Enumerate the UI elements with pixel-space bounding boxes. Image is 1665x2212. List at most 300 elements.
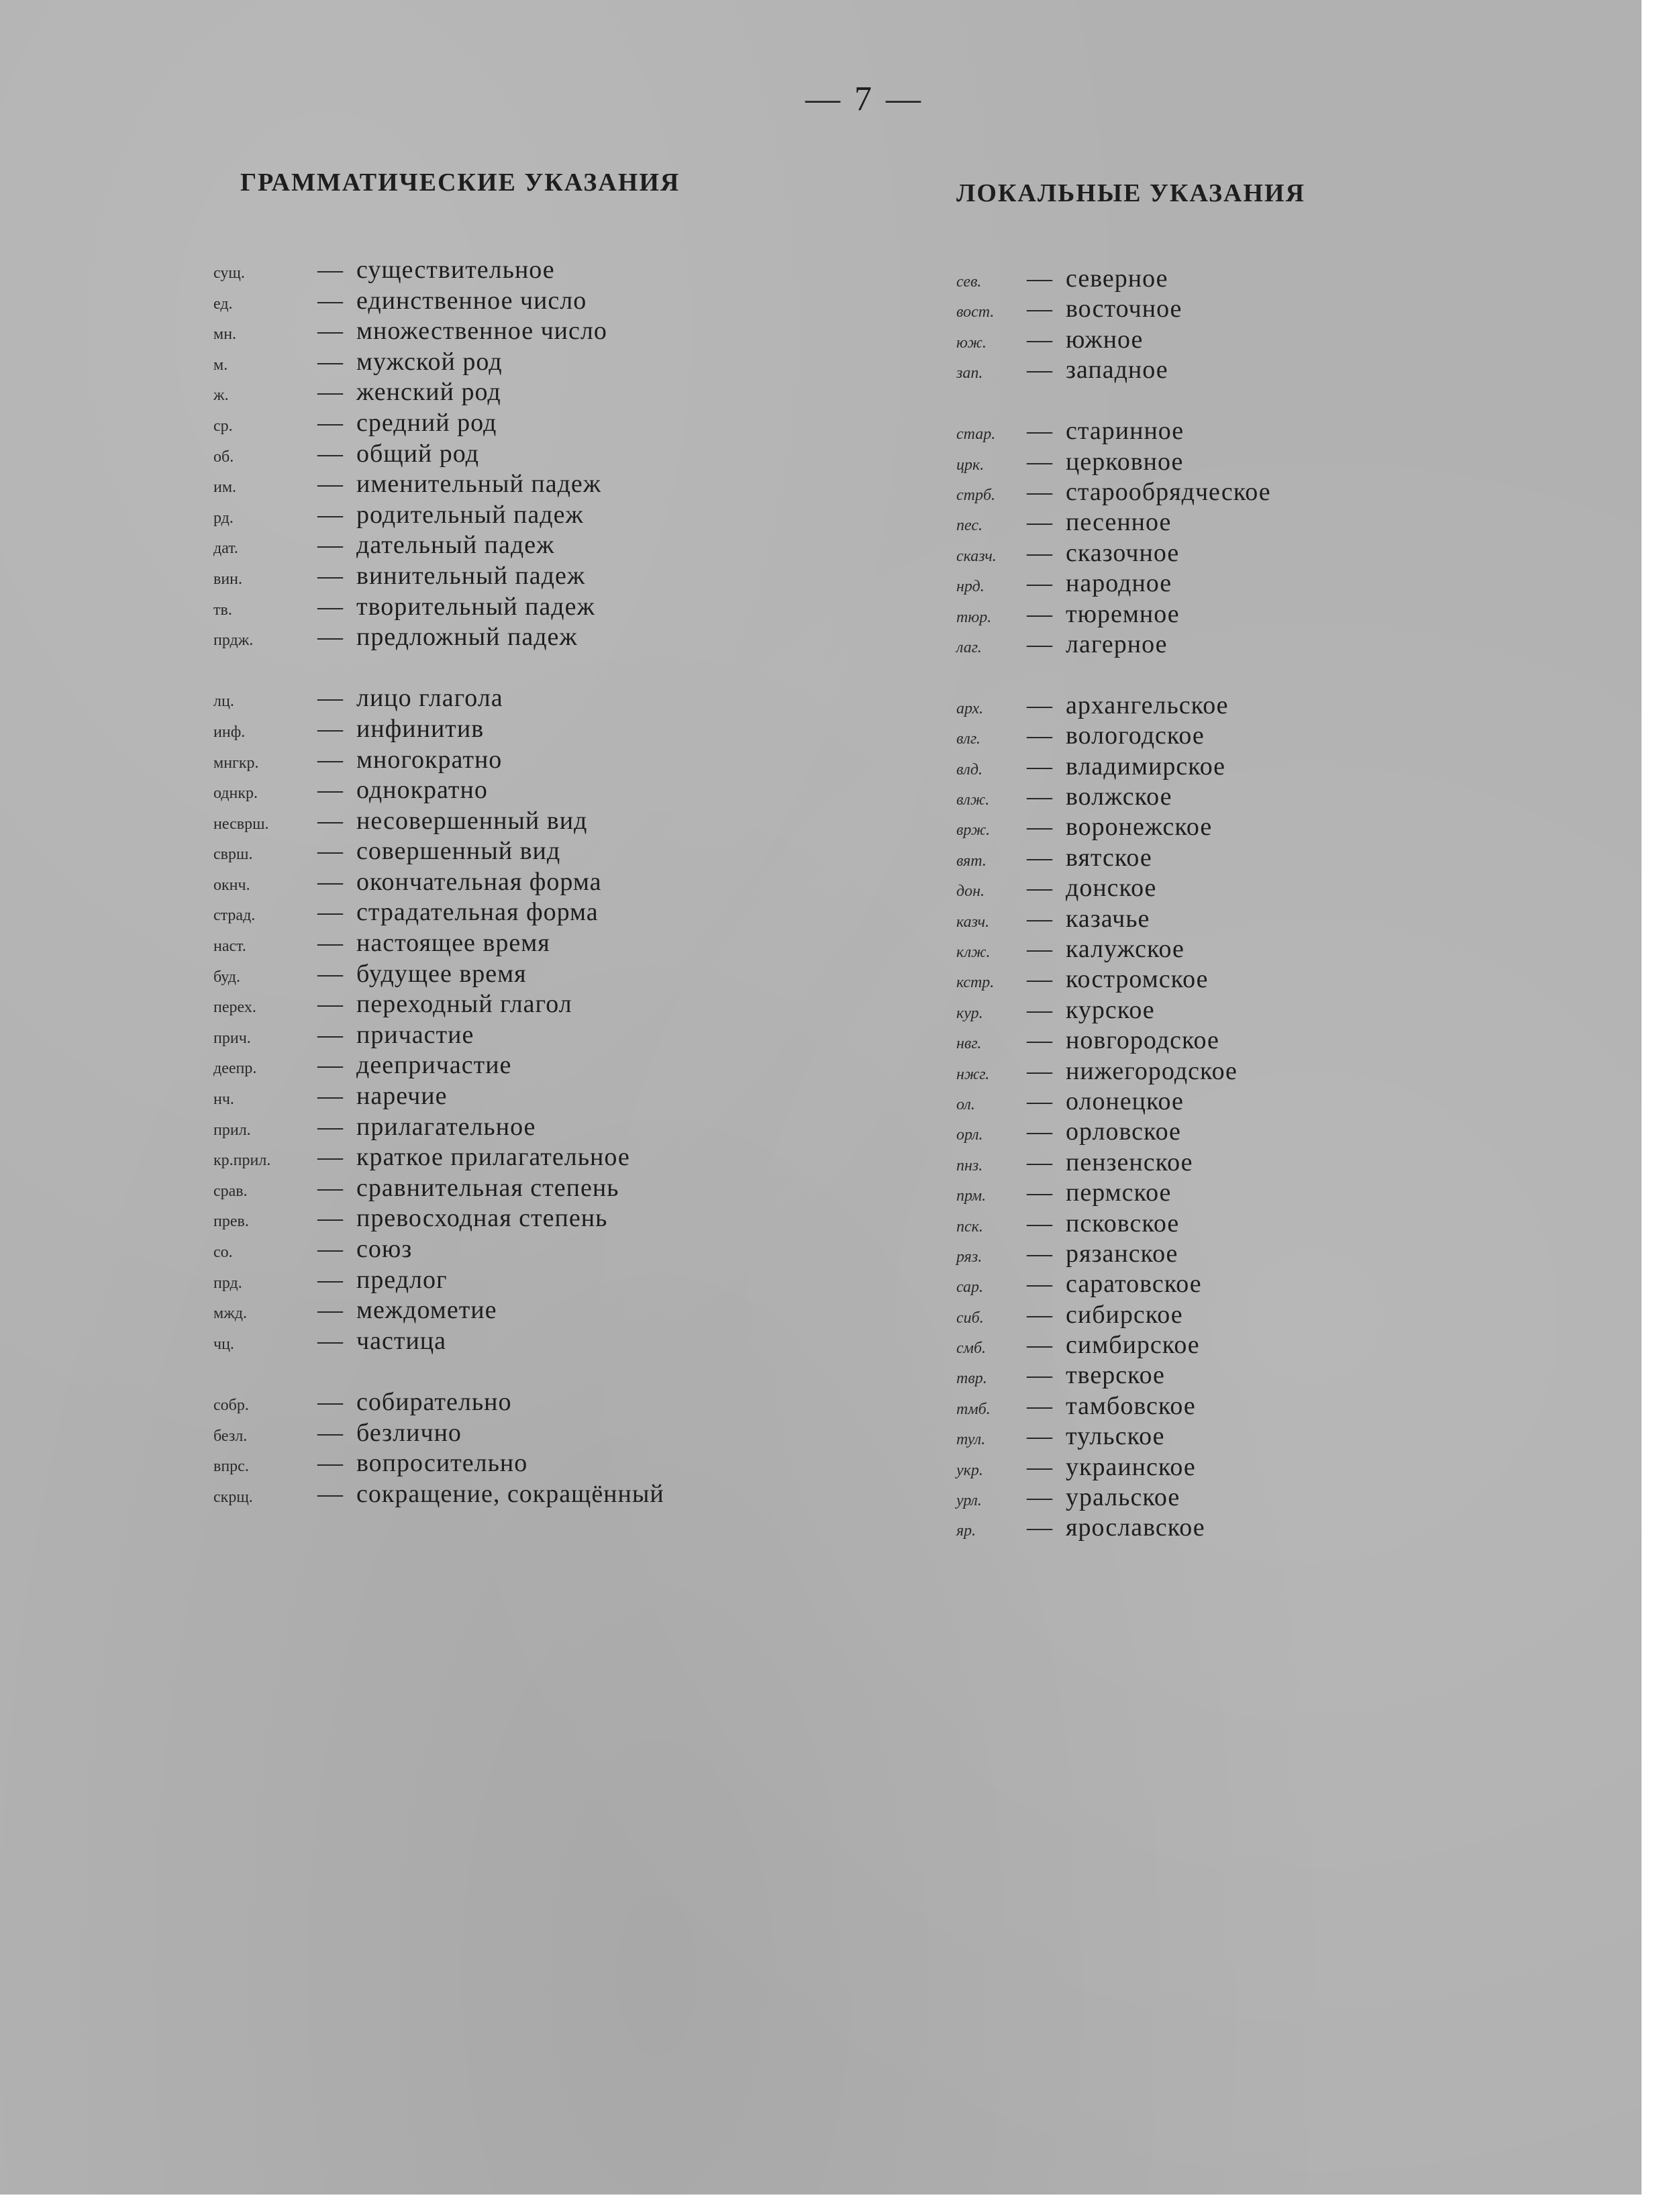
abbreviation-entry <box>213 408 664 439</box>
abbreviation: црк. <box>956 456 985 474</box>
em-dash: — <box>1027 1483 1052 1512</box>
abbreviation-meaning: восточное <box>1066 295 1182 323</box>
abbreviation-meaning: южное <box>1066 325 1144 354</box>
em-dash: — <box>317 745 343 774</box>
em-dash: — <box>317 1173 343 1202</box>
abbreviation: кур. <box>956 1004 983 1022</box>
abbreviation-entry <box>956 1087 1271 1117</box>
abbreviation-entry <box>956 964 1271 995</box>
abbreviation-meaning: пензенское <box>1066 1148 1193 1176</box>
abbreviation-entry <box>956 1513 1271 1543</box>
abbreviation-entry <box>213 683 664 714</box>
local-heading: ЛОКАЛЬНЫЕ УКАЗАНИЯ <box>956 179 1306 207</box>
abbreviation-meaning: инфинитив <box>356 714 485 743</box>
abbreviation: безл. <box>213 1427 248 1445</box>
abbreviation-meaning: множественное число <box>356 317 607 346</box>
abbreviation: юж. <box>956 334 987 352</box>
abbreviation-meaning: наречие <box>356 1082 448 1111</box>
abbreviation-meaning: тверское <box>1066 1361 1165 1390</box>
abbreviation-entry <box>956 1300 1271 1330</box>
abbreviation-entry <box>213 316 664 347</box>
abbreviation-meaning: существительное <box>356 256 555 284</box>
abbreviation-meaning: ярославское <box>1066 1513 1205 1542</box>
abbreviation-meaning: донское <box>1066 874 1157 903</box>
abbreviation: буд. <box>213 968 240 986</box>
abbreviation: скрщ. <box>213 1488 253 1506</box>
abbreviation: стар. <box>956 425 996 444</box>
abbreviation-entry <box>213 1418 664 1449</box>
abbreviation-meaning: тамбовское <box>1066 1391 1196 1420</box>
em-dash: — <box>1027 1391 1052 1420</box>
abbreviation: влг. <box>956 730 980 748</box>
abbreviation: казч. <box>956 913 990 931</box>
em-dash: — <box>317 929 343 958</box>
abbreviation-entry <box>956 538 1271 568</box>
group-spacer <box>213 653 664 684</box>
abbreviation-entry <box>956 477 1271 507</box>
em-dash: — <box>1027 1117 1052 1146</box>
abbreviation-entry <box>213 561 664 592</box>
abbreviation-entry <box>213 1295 664 1326</box>
abbreviation-entry <box>213 897 664 928</box>
em-dash: — <box>317 806 343 835</box>
abbreviation-meaning: прилагательное <box>356 1112 536 1141</box>
abbreviation-entry <box>213 775 664 806</box>
abbreviation-entry <box>213 928 664 959</box>
abbreviation: сврш. <box>213 846 253 864</box>
abbreviation-entry <box>956 630 1271 660</box>
abbreviation: им. <box>213 479 237 497</box>
abbreviation-meaning: предложный падеж <box>356 623 578 652</box>
abbreviation: прич. <box>213 1029 251 1047</box>
abbreviation-meaning: тюремное <box>1066 599 1180 628</box>
abbreviation-meaning: волжское <box>1066 783 1172 811</box>
abbreviation: м. <box>213 356 228 374</box>
abbreviation-entry <box>956 1025 1271 1056</box>
abbreviation: кстр. <box>956 974 995 992</box>
abbreviation-meaning: предлог <box>356 1265 448 1294</box>
em-dash: — <box>1027 1361 1052 1390</box>
abbreviation-entry <box>956 264 1271 294</box>
abbreviation-entry <box>213 959 664 990</box>
abbreviation-entry <box>956 782 1271 812</box>
em-dash: — <box>317 1020 343 1049</box>
abbreviation: вин. <box>213 570 243 588</box>
abbreviation: вост. <box>956 303 995 321</box>
abbreviation: собр. <box>213 1396 249 1414</box>
abbreviation-entry <box>213 622 664 653</box>
abbreviation: инф. <box>213 723 246 741</box>
abbreviation-entry <box>213 1081 664 1112</box>
abbreviation: мжд. <box>213 1305 247 1323</box>
abbreviation: пск. <box>956 1217 983 1236</box>
abbreviation-meaning: мужской род <box>356 347 503 376</box>
abbreviation: страд. <box>213 907 256 925</box>
abbreviation-meaning: калужское <box>1066 935 1184 963</box>
abbreviation: однкр. <box>213 785 258 803</box>
abbreviation-entry <box>956 1178 1271 1208</box>
em-dash: — <box>1027 874 1052 903</box>
abbreviation-meaning: вопросительно <box>356 1449 528 1478</box>
abbreviation-entry <box>213 1448 664 1479</box>
abbreviation-meaning: рязанское <box>1066 1239 1178 1268</box>
abbreviation-entry <box>213 1479 664 1510</box>
em-dash: — <box>1027 965 1052 994</box>
abbreviation-meaning: средний род <box>356 408 497 437</box>
abbreviation-entry <box>213 1387 664 1418</box>
em-dash: — <box>317 470 343 499</box>
abbreviation-entry <box>213 1142 664 1173</box>
em-dash: — <box>1027 995 1052 1024</box>
abbreviation: яр. <box>956 1522 976 1540</box>
em-dash: — <box>317 1265 343 1294</box>
grammar-abbreviation-list <box>213 255 664 1509</box>
em-dash: — <box>1027 599 1052 628</box>
em-dash: — <box>317 439 343 468</box>
em-dash: — <box>317 959 343 988</box>
abbreviation-entry <box>213 592 664 623</box>
abbreviation-entry <box>213 1020 664 1051</box>
abbreviation: несврш. <box>213 815 269 833</box>
em-dash: — <box>1027 1178 1052 1207</box>
em-dash: — <box>1027 783 1052 811</box>
em-dash: — <box>317 1082 343 1111</box>
em-dash: — <box>1027 417 1052 446</box>
abbreviation: ол. <box>956 1095 975 1113</box>
em-dash: — <box>1027 691 1052 719</box>
abbreviation-meaning: сокращение, сокращённый <box>356 1479 664 1508</box>
abbreviation-meaning: превосходная степень <box>356 1204 608 1233</box>
abbreviation-entry <box>956 1148 1271 1178</box>
abbreviation: нжг. <box>956 1065 990 1083</box>
abbreviation-meaning: именительный падеж <box>356 470 602 499</box>
abbreviation-meaning: краткое прилагательное <box>356 1143 630 1172</box>
abbreviation-meaning: женский род <box>356 378 501 407</box>
abbreviation-entry <box>956 812 1271 842</box>
abbreviation: кр.прил. <box>213 1152 271 1170</box>
abbreviation-meaning: пермское <box>1066 1178 1172 1207</box>
em-dash: — <box>1027 935 1052 963</box>
abbreviation-entry <box>956 1391 1271 1421</box>
em-dash: — <box>1027 752 1052 781</box>
abbreviation-meaning: деепричастие <box>356 1051 512 1080</box>
em-dash: — <box>1027 538 1052 567</box>
abbreviation-entry <box>213 1234 664 1265</box>
abbreviation-entry <box>213 500 664 531</box>
abbreviation-entry <box>956 355 1271 385</box>
abbreviation: пес. <box>956 517 982 535</box>
abbreviation-meaning: страдательная форма <box>356 898 599 927</box>
abbreviation: нвг. <box>956 1035 982 1053</box>
em-dash: — <box>317 1112 343 1141</box>
abbreviation: ряз. <box>956 1248 982 1266</box>
abbreviation: ж. <box>213 387 229 405</box>
abbreviation-entry <box>956 1117 1271 1147</box>
abbreviation-meaning: совершенный вид <box>356 837 561 866</box>
em-dash: — <box>1027 813 1052 842</box>
abbreviation: чц. <box>213 1335 234 1353</box>
abbreviation-meaning: воронежское <box>1066 813 1213 842</box>
abbreviation: рд. <box>213 509 234 527</box>
group-spacer <box>213 1356 664 1387</box>
abbreviation-meaning: настоящее время <box>356 929 550 958</box>
abbreviation: сев. <box>956 273 982 291</box>
abbreviation-meaning: сибирское <box>1066 1300 1183 1329</box>
em-dash: — <box>317 1204 343 1233</box>
abbreviation: врж. <box>956 821 991 840</box>
em-dash: — <box>317 500 343 529</box>
grammar-heading: ГРАММАТИЧЕСКИЕ УКАЗАНИЯ <box>240 168 680 197</box>
abbreviation: урл. <box>956 1492 982 1510</box>
abbreviation-meaning: однократно <box>356 776 488 805</box>
em-dash: — <box>1027 356 1052 385</box>
abbreviation-meaning: сказочное <box>1066 538 1180 567</box>
em-dash: — <box>1027 508 1052 537</box>
em-dash: — <box>317 1387 343 1416</box>
abbreviation-meaning: несовершенный вид <box>356 806 588 835</box>
abbreviation-entry <box>956 1269 1271 1299</box>
abbreviation-meaning: старообрядческое <box>1066 477 1271 506</box>
em-dash: — <box>317 347 343 376</box>
abbreviation: сказч. <box>956 547 997 565</box>
abbreviation: влж. <box>956 791 990 809</box>
abbreviation-entry <box>213 347 664 378</box>
abbreviation: влд. <box>956 760 983 778</box>
em-dash: — <box>1027 1452 1052 1481</box>
em-dash: — <box>317 1051 343 1080</box>
abbreviation: лц. <box>213 693 234 711</box>
abbreviation-entry <box>956 507 1271 538</box>
abbreviation: твр. <box>956 1370 987 1388</box>
abbreviation: дат. <box>213 540 238 558</box>
abbreviation-entry <box>213 530 664 561</box>
abbreviation: прев. <box>213 1213 249 1231</box>
abbreviation-meaning: уральское <box>1066 1483 1180 1512</box>
group-spacer <box>956 660 1271 691</box>
abbreviation-meaning: частица <box>356 1326 446 1355</box>
abbreviation-entry <box>956 599 1271 630</box>
abbreviation-entry <box>213 745 664 776</box>
abbreviation: об. <box>213 448 234 466</box>
em-dash: — <box>1027 264 1052 293</box>
abbreviation-meaning: лицо глагола <box>356 684 503 713</box>
abbreviation-meaning: вологодское <box>1066 721 1205 750</box>
abbreviation-meaning: курское <box>1066 995 1155 1024</box>
abbreviation-entry <box>213 1112 664 1143</box>
abbreviation-meaning: северное <box>1066 264 1168 293</box>
abbreviation: тюр. <box>956 608 992 626</box>
em-dash: — <box>317 776 343 805</box>
em-dash: — <box>1027 325 1052 354</box>
abbreviation-entry <box>213 714 664 745</box>
em-dash: — <box>1027 1026 1052 1055</box>
abbreviation-entry <box>213 377 664 408</box>
abbreviation-entry <box>956 1056 1271 1087</box>
abbreviation: нрд. <box>956 578 985 596</box>
abbreviation: смб. <box>956 1340 987 1358</box>
abbreviation-entry <box>956 1330 1271 1360</box>
abbreviation: клж. <box>956 944 991 961</box>
em-dash: — <box>317 1143 343 1172</box>
abbreviation-entry <box>213 836 664 867</box>
em-dash: — <box>317 1326 343 1355</box>
em-dash: — <box>1027 721 1052 750</box>
abbreviation: окнч. <box>213 876 250 894</box>
abbreviation-entry <box>213 255 664 286</box>
abbreviation-entry <box>213 989 664 1020</box>
em-dash: — <box>1027 1056 1052 1085</box>
em-dash: — <box>1027 1239 1052 1268</box>
em-dash: — <box>317 561 343 590</box>
em-dash: — <box>317 286 343 315</box>
abbreviation-meaning: причастие <box>356 1020 474 1049</box>
em-dash: — <box>1027 1422 1052 1451</box>
abbreviation-meaning: симбирское <box>1066 1331 1200 1360</box>
em-dash: — <box>317 1235 343 1263</box>
abbreviation-meaning: церковное <box>1066 447 1184 476</box>
abbreviation-entry <box>213 1326 664 1357</box>
abbreviation-entry <box>956 873 1271 903</box>
abbreviation: тв. <box>213 601 232 619</box>
abbreviation-meaning: старинное <box>1066 417 1184 446</box>
em-dash: — <box>317 684 343 713</box>
em-dash: — <box>1027 843 1052 872</box>
abbreviation: со. <box>213 1244 233 1261</box>
abbreviation: сар. <box>956 1278 984 1297</box>
em-dash: — <box>317 714 343 743</box>
em-dash: — <box>1027 904 1052 933</box>
em-dash: — <box>1027 1270 1052 1299</box>
page-number: — 7 — <box>805 80 923 118</box>
em-dash: — <box>1027 1300 1052 1329</box>
abbreviation-meaning: безлично <box>356 1418 462 1447</box>
abbreviation-meaning: единственное число <box>356 286 587 315</box>
abbreviation-entry <box>956 995 1271 1025</box>
abbreviation-entry <box>956 294 1271 324</box>
em-dash: — <box>1027 1513 1052 1542</box>
em-dash: — <box>1027 569 1052 598</box>
abbreviation-entry <box>956 568 1271 599</box>
abbreviation: тул. <box>956 1431 986 1449</box>
abbreviation-meaning: междометие <box>356 1296 497 1325</box>
abbreviation-meaning: песенное <box>1066 508 1172 537</box>
em-dash: — <box>1027 1148 1052 1176</box>
abbreviation: прм. <box>956 1187 987 1205</box>
abbreviation-meaning: лагерное <box>1066 630 1168 658</box>
abbreviation-entry <box>213 867 664 898</box>
abbreviation: арх. <box>956 699 984 717</box>
abbreviation-entry <box>956 691 1271 721</box>
abbreviation-entry <box>956 1482 1271 1513</box>
abbreviation-entry <box>956 1452 1271 1482</box>
em-dash: — <box>317 837 343 866</box>
abbreviation: ср. <box>213 417 233 435</box>
abbreviation-meaning: орловское <box>1066 1117 1181 1146</box>
em-dash: — <box>1027 1087 1052 1115</box>
abbreviation-entry <box>213 439 664 470</box>
abbreviation-meaning: псковское <box>1066 1209 1180 1238</box>
abbreviation: дон. <box>956 883 985 901</box>
abbreviation: прдж. <box>213 632 254 650</box>
abbreviation: мн. <box>213 325 237 344</box>
abbreviation: стрб. <box>956 486 996 504</box>
em-dash: — <box>1027 447 1052 476</box>
abbreviation-entry <box>213 1173 664 1204</box>
abbreviation: мнгкр. <box>213 754 259 772</box>
abbreviation: пнз. <box>956 1156 983 1174</box>
abbreviation-meaning: архангельское <box>1066 691 1229 719</box>
abbreviation-entry <box>956 721 1271 751</box>
abbreviation: впрс. <box>213 1458 249 1476</box>
abbreviation-entry <box>213 1265 664 1296</box>
em-dash: — <box>317 1479 343 1508</box>
abbreviation-entry <box>956 1239 1271 1269</box>
group-spacer <box>956 386 1271 417</box>
abbreviation-meaning: родительный падеж <box>356 500 584 529</box>
abbreviation-entry <box>213 1050 664 1081</box>
abbreviation-entry <box>956 1360 1271 1391</box>
abbreviation: вят. <box>956 852 987 870</box>
abbreviation-entry <box>956 843 1271 873</box>
abbreviation-meaning: творительный падеж <box>356 592 595 621</box>
abbreviation-meaning: саратовское <box>1066 1270 1202 1299</box>
abbreviation: сущ. <box>213 264 245 282</box>
abbreviation: тмб. <box>956 1400 991 1418</box>
em-dash: — <box>317 408 343 437</box>
abbreviation-entry <box>956 904 1271 934</box>
abbreviation-entry <box>956 416 1271 446</box>
abbreviation-meaning: казачье <box>1066 904 1150 933</box>
abbreviation: прд. <box>213 1274 242 1292</box>
abbreviation-meaning: будущее время <box>356 959 527 988</box>
abbreviation-meaning: олонецкое <box>1066 1087 1184 1115</box>
em-dash: — <box>1027 1209 1052 1238</box>
em-dash: — <box>1027 1331 1052 1360</box>
em-dash: — <box>317 531 343 560</box>
abbreviation-meaning: многократно <box>356 745 503 774</box>
abbreviation: деепр. <box>213 1060 257 1078</box>
abbreviation-entry <box>956 447 1271 477</box>
abbreviation: ед. <box>213 295 233 313</box>
abbreviation-entry <box>213 806 664 837</box>
abbreviation: нч. <box>213 1091 234 1109</box>
em-dash: — <box>317 1418 343 1447</box>
abbreviation-entry <box>956 1421 1271 1452</box>
abbreviation-entry <box>956 752 1271 782</box>
abbreviation-meaning: дательный падеж <box>356 531 555 560</box>
abbreviation-meaning: тульское <box>1066 1422 1165 1451</box>
abbreviation-entry <box>213 469 664 500</box>
local-abbreviation-list <box>956 264 1271 1544</box>
em-dash: — <box>1027 295 1052 323</box>
em-dash: — <box>1027 630 1052 658</box>
abbreviation-meaning: собирательно <box>356 1387 512 1416</box>
abbreviation-meaning: винительный падеж <box>356 561 586 590</box>
abbreviation-meaning: западное <box>1066 356 1168 385</box>
abbreviation-meaning: общий род <box>356 439 480 468</box>
abbreviation-meaning: переходный глагол <box>356 990 572 1019</box>
abbreviation-meaning: сравнительная степень <box>356 1173 619 1202</box>
em-dash: — <box>317 1449 343 1478</box>
abbreviation: прил. <box>213 1121 251 1139</box>
abbreviation-entry <box>213 1203 664 1234</box>
abbreviation-meaning: нижегородское <box>1066 1056 1238 1085</box>
abbreviation-entry <box>956 934 1271 964</box>
abbreviation: орл. <box>956 1126 983 1144</box>
abbreviation-meaning: владимирское <box>1066 752 1226 781</box>
abbreviation: укр. <box>956 1461 983 1479</box>
abbreviation: срав. <box>213 1182 248 1200</box>
